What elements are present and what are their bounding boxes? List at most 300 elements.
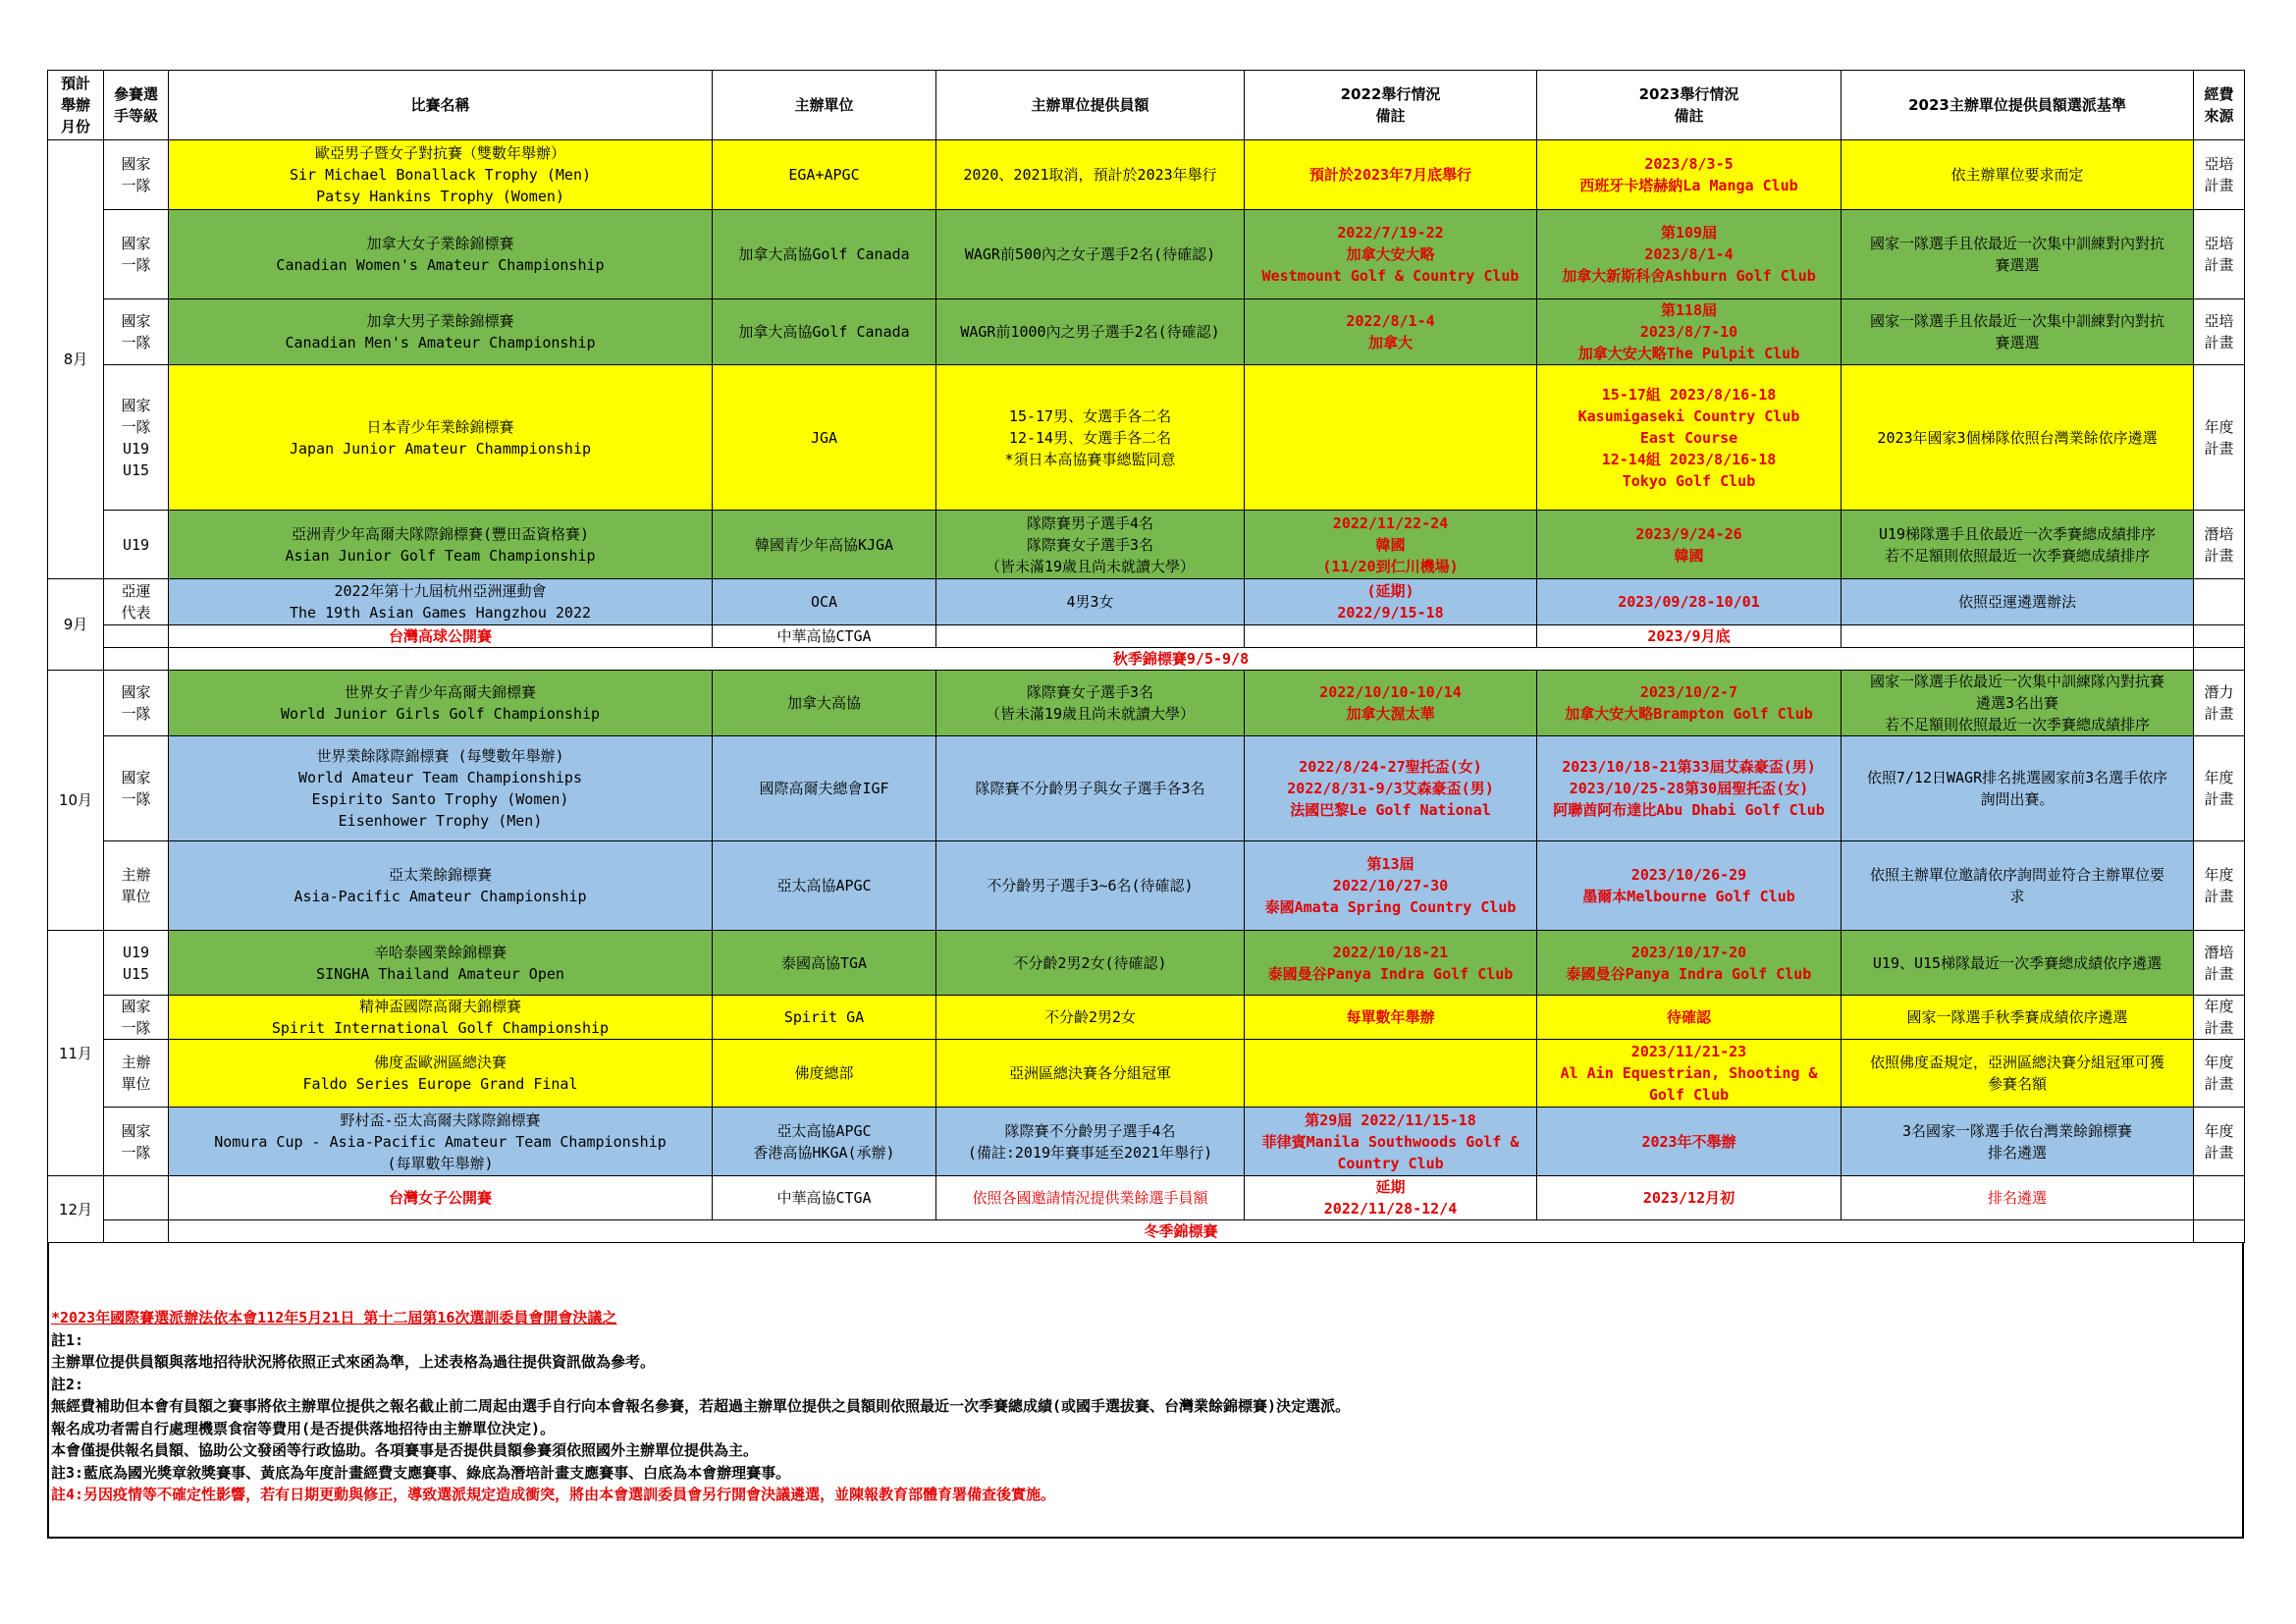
header-2022: 2022舉行情況 備註 bbox=[1245, 71, 1537, 140]
name-cell bbox=[169, 841, 713, 931]
year-2022-cell-line: 2022/10/18-21 bbox=[1332, 943, 1449, 961]
notes-title: *2023年國際賽選派辦法依本會112年5月21日 第十二屆第16次選訓委員會開會決議之 bbox=[51, 1309, 617, 1326]
year-2023-cell-line: Kasumigaseki Country Club bbox=[1577, 406, 1800, 425]
level-cell-line: U19 bbox=[122, 943, 150, 961]
year-2022-cell-line: 延期 bbox=[1375, 1178, 1406, 1196]
host-cell-line: JGA bbox=[810, 428, 838, 447]
criteria-cell-line: 若不足額則依照最近一次季賽總成績排序 bbox=[1884, 546, 2150, 565]
level-cell-line: 一隊 bbox=[121, 256, 151, 274]
winter-banner: 冬季錦標賽 bbox=[169, 1220, 2194, 1243]
name-cell-line: 歐亞男子暨女子對抗賽（雙數年舉辦） bbox=[314, 144, 565, 162]
header-criteria: 2023主辦單位提供員額選派基準 bbox=[1842, 71, 2194, 140]
host-cell-line: Spirit GA bbox=[783, 1008, 865, 1026]
level-cell-line: 國家 bbox=[121, 683, 151, 701]
level-cell-line: 主辦 bbox=[121, 866, 151, 884]
source-cell-line: 年度 bbox=[2204, 998, 2234, 1015]
year-2022-cell-line: 菲律賓Manila Southwoods Golf & bbox=[1261, 1132, 1520, 1151]
name-cell-line: 辛哈泰國業餘錦標賽 bbox=[373, 943, 507, 961]
source-cell bbox=[2194, 1108, 2245, 1176]
year-2023-cell-line: East Course bbox=[1639, 428, 1738, 447]
year-2023-cell-line: 西班牙卡塔赫納La Manga Club bbox=[1579, 177, 1798, 194]
host-cell-line: EGA+APGC bbox=[788, 166, 860, 184]
source-cell-line: 計畫 bbox=[2204, 546, 2234, 565]
level-cell bbox=[104, 365, 169, 511]
host-cell bbox=[713, 841, 936, 931]
criteria-cell bbox=[1842, 841, 2194, 931]
year-2022-cell bbox=[1245, 511, 1537, 579]
level-cell-line: 一隊 bbox=[121, 417, 151, 436]
name-cell-line: (每單數年舉辦) bbox=[387, 1154, 494, 1172]
criteria-cell-line: 依照亞運遴選辦法 bbox=[1957, 593, 2076, 611]
criteria-cell bbox=[1842, 1040, 2194, 1108]
level-cell bbox=[104, 625, 169, 648]
name-cell-line: Canadian Women's Amateur Championship bbox=[276, 256, 605, 274]
source-cell-line: 年度 bbox=[2204, 417, 2234, 436]
name-cell bbox=[169, 931, 713, 996]
year-2023-cell bbox=[1537, 140, 1842, 210]
name-cell-line: Nomura Cup - Asia-Pacific Amateur Team Championship bbox=[214, 1132, 667, 1151]
source-cell-line: 潛力 bbox=[2204, 683, 2234, 701]
year-2022-cell-line: 2022/8/24-27聖托盃(女) bbox=[1299, 758, 1482, 776]
table-row bbox=[48, 841, 2245, 931]
year-2023-cell-line: 阿聯酋阿布達比Abu Dhabi Golf Club bbox=[1553, 801, 1825, 819]
header-row bbox=[48, 71, 2245, 140]
level-cell-line: U15 bbox=[122, 964, 150, 983]
name-cell bbox=[169, 511, 713, 579]
name-cell-line: Japan Junior Amateur Chammpionship bbox=[289, 439, 592, 458]
name-cell bbox=[169, 1108, 713, 1176]
name-cell-line: Patsy Hankins Trophy (Women) bbox=[316, 188, 564, 205]
source-cell bbox=[2194, 736, 2245, 841]
host-cell-line: 佛度總部 bbox=[794, 1064, 854, 1082]
quota-cell bbox=[936, 1108, 1245, 1176]
quota-cell-line: *須日本高協賽事總監同意 bbox=[1004, 450, 1176, 468]
quota-cell bbox=[936, 299, 1245, 365]
host-cell bbox=[713, 579, 936, 625]
quota-cell-line: 不分齡2男2女 bbox=[1043, 1008, 1137, 1026]
year-2023-cell-line: 加拿大新斯科舍Ashburn Golf Club bbox=[1562, 267, 1816, 285]
criteria-cell-line: 2023年國家3個梯隊依照台灣業餘依序遴選 bbox=[1877, 428, 2158, 447]
year-2023-cell-line: 泰國曼谷Panya Indra Golf Club bbox=[1566, 964, 1812, 983]
quota-cell bbox=[936, 671, 1245, 736]
host-cell-line: 國際高爾夫總會IGF bbox=[759, 780, 889, 797]
year-2022-cell-line: 加拿大渥太華 bbox=[1346, 705, 1435, 723]
year-2022-cell-line: Westmount Golf & Country Club bbox=[1261, 267, 1520, 285]
table-row bbox=[48, 210, 2245, 299]
level-cell-line: 國家 bbox=[121, 312, 151, 330]
quota-cell-line: 4男3女 bbox=[1066, 593, 1114, 611]
note-2-text-b: 報名成功者需自行處理機票食宿等費用(是否提供落地招待由主辦單位決定)。 bbox=[51, 1419, 556, 1437]
year-2023-cell bbox=[1537, 511, 1842, 579]
year-2023-cell-line: 2023/09/28-10/01 bbox=[1618, 593, 1760, 611]
criteria-cell-line: 遴選3名出賽 bbox=[1975, 694, 2059, 712]
host-cell-line: OCA bbox=[810, 593, 838, 611]
quota-cell bbox=[936, 625, 1245, 648]
year-2022-cell-line: 加拿大安大略 bbox=[1346, 245, 1435, 263]
table-row bbox=[48, 625, 2245, 648]
name-cell bbox=[169, 996, 713, 1040]
source-cell bbox=[2194, 671, 2245, 736]
year-2023-cell bbox=[1537, 579, 1842, 625]
source-cell bbox=[2194, 625, 2245, 648]
level-cell-line: 一隊 bbox=[121, 1143, 151, 1162]
table-row bbox=[48, 931, 2245, 996]
table-row bbox=[48, 511, 2245, 579]
note-2-label: 註2: bbox=[51, 1375, 84, 1393]
source-cell bbox=[2194, 511, 2245, 579]
name-cell-line: Canadian Men's Amateur Championship bbox=[285, 334, 596, 352]
year-2023-cell bbox=[1537, 931, 1842, 996]
host-cell-line: 加拿大高協 bbox=[786, 694, 861, 712]
year-2022-cell-line: 2022/8/1-4 bbox=[1346, 312, 1435, 330]
year-2023-cell-line: 2023/9/24-26 bbox=[1635, 524, 1742, 543]
year-2023-cell-line: 2023年不舉辦 bbox=[1641, 1132, 1736, 1151]
year-2022-cell bbox=[1245, 299, 1537, 365]
year-2023-cell bbox=[1537, 210, 1842, 299]
source-cell-line: 計畫 bbox=[2204, 964, 2234, 983]
year-2022-cell-line: 韓國 bbox=[1375, 535, 1406, 554]
host-cell bbox=[713, 736, 936, 841]
criteria-cell-line: 依照佛度盃規定，亞洲區總決賽分組冠軍可獲 bbox=[1869, 1054, 2164, 1071]
year-2022-cell-line: 法國巴黎Le Golf National bbox=[1290, 801, 1491, 819]
criteria-cell bbox=[1842, 996, 2194, 1040]
host-cell-line: 韓國青少年高協KJGA bbox=[754, 535, 894, 554]
level-cell-line: 一隊 bbox=[121, 705, 151, 723]
year-2022-cell-line: 泰國曼谷Panya Indra Golf Club bbox=[1267, 964, 1514, 983]
header-month: 預計 舉辦 月份 bbox=[48, 71, 104, 140]
quota-cell bbox=[936, 1040, 1245, 1108]
header-host: 主辦單位 bbox=[713, 71, 936, 140]
name-cell-line: 2022年第十九屆杭州亞洲運動會 bbox=[334, 582, 547, 600]
level-cell bbox=[104, 841, 169, 931]
source-cell bbox=[2194, 1176, 2245, 1220]
source-cell-line: 計畫 bbox=[2204, 705, 2234, 723]
year-2023-cell-line: 2023/8/7-10 bbox=[1639, 323, 1738, 341]
source-cell-line: 計畫 bbox=[2204, 1075, 2234, 1093]
year-2023-cell bbox=[1537, 841, 1842, 931]
name-cell-line: Faldo Series Europe Grand Final bbox=[302, 1075, 578, 1093]
quota-cell-line: 隊際賽不分齡男子與女子選手各3名 bbox=[975, 780, 1205, 797]
host-cell-line: 加拿大高協Golf Canada bbox=[738, 245, 910, 263]
year-2023-cell bbox=[1537, 365, 1842, 511]
quota-cell bbox=[936, 841, 1245, 931]
year-2023-cell-line: 加拿大安大略The Pulpit Club bbox=[1577, 345, 1800, 362]
year-2023-cell-line: 第118屆 bbox=[1660, 301, 1718, 319]
source-cell-line: 年度 bbox=[2204, 866, 2234, 884]
criteria-cell bbox=[1842, 365, 2194, 511]
quota-cell-line: 不分齡男子選手3~6名(待確認) bbox=[987, 877, 1194, 894]
year-2022-cell bbox=[1245, 365, 1537, 511]
year-2022-cell-line: 2022/10/10-10/14 bbox=[1319, 683, 1462, 701]
host-cell-line: 亞太高協APGC bbox=[776, 1121, 872, 1140]
note-2-text-c: 本會僅提供報名員額、協助公文發函等行政協助。各項賽事是否提供員額參賽須依照國外主辦單位提供為主。 bbox=[51, 1441, 759, 1459]
table-row bbox=[48, 671, 2245, 736]
year-2022-cell bbox=[1245, 625, 1537, 648]
name-cell bbox=[169, 671, 713, 736]
criteria-cell bbox=[1842, 140, 2194, 210]
quota-cell-line: （皆未滿19歲且尚未就讀大學） bbox=[985, 705, 1196, 723]
year-2022-cell bbox=[1245, 736, 1537, 841]
criteria-cell: 排名遴選 bbox=[1842, 1176, 2194, 1220]
month-cell: 10月 bbox=[48, 671, 104, 931]
year-2022-cell-line: 2022/8/31-9/3艾森豪盃(男) bbox=[1287, 780, 1494, 797]
host-cell bbox=[713, 210, 936, 299]
year-2023-cell bbox=[1537, 299, 1842, 365]
year-2022-cell bbox=[1245, 996, 1537, 1040]
host-cell bbox=[713, 511, 936, 579]
criteria-cell-line: 賽選選 bbox=[1995, 334, 2040, 352]
criteria-cell-line: 參賽名額 bbox=[1987, 1075, 2047, 1093]
source-cell-line: 計畫 bbox=[2204, 888, 2234, 905]
year-2022-cell bbox=[1245, 1176, 1537, 1220]
year-2023-cell bbox=[1537, 1040, 1842, 1108]
name-cell-line: Eisenhower Trophy (Men) bbox=[338, 812, 543, 830]
year-2023-cell-line: 待確認 bbox=[1666, 1008, 1711, 1026]
level-cell bbox=[104, 1220, 169, 1243]
quota-cell bbox=[936, 140, 1245, 210]
source-cell-line: 計畫 bbox=[2204, 1143, 2234, 1162]
criteria-cell-line: U19、U15梯隊最近一次季賽總成績依序遴選 bbox=[1872, 953, 2163, 972]
month-cell: 8月 bbox=[48, 140, 104, 579]
note-1-text: 主辦單位提供員額與落地招待狀況將依照正式來函為準，上述表格為過往提供資訊做為參考。 bbox=[51, 1353, 656, 1371]
month-cell: 11月 bbox=[48, 931, 104, 1176]
source-cell bbox=[2194, 210, 2245, 299]
year-2023-cell: 2023/12月初 bbox=[1537, 1176, 1842, 1220]
name-cell bbox=[169, 736, 713, 841]
host-cell bbox=[713, 1040, 936, 1108]
year-2022-cell-line: 2022/11/28-12/4 bbox=[1323, 1200, 1458, 1218]
level-cell-line: 代表 bbox=[121, 604, 151, 622]
level-cell bbox=[104, 1040, 169, 1108]
table-row bbox=[48, 1108, 2245, 1176]
name-cell: 台灣女子公開賽 bbox=[169, 1176, 713, 1220]
year-2023-cell bbox=[1537, 736, 1842, 841]
year-2022-cell bbox=[1245, 931, 1537, 996]
source-cell-line: 計畫 bbox=[2204, 177, 2234, 194]
criteria-cell-line: 賽選選 bbox=[1995, 256, 2040, 274]
source-cell bbox=[2194, 996, 2245, 1040]
year-2023-cell-line: 2023/10/18-21第33屆艾森豪盃(男) bbox=[1562, 758, 1816, 776]
name-cell-line: 加拿大男子業餘錦標賽 bbox=[366, 312, 514, 330]
quota-cell-line: （皆未滿19歲且尚未就讀大學） bbox=[985, 557, 1196, 575]
criteria-cell-line: 國家一隊選手依最近一次集中訓練隊內對抗賽 bbox=[1869, 673, 2164, 690]
source-cell bbox=[2194, 579, 2245, 625]
criteria-cell bbox=[1842, 579, 2194, 625]
source-cell-line: 計畫 bbox=[2204, 1019, 2234, 1037]
host-cell bbox=[713, 931, 936, 996]
level-cell-line: 一隊 bbox=[121, 177, 151, 194]
criteria-cell-line: 國家一隊選手且依最近一次集中訓練對內對抗 bbox=[1869, 235, 2164, 252]
year-2023-cell bbox=[1537, 671, 1842, 736]
level-cell-line: 一隊 bbox=[121, 790, 151, 808]
name-cell-line: World Amateur Team Championships bbox=[298, 769, 582, 786]
quota-cell bbox=[936, 736, 1245, 841]
header-name: 比賽名稱 bbox=[169, 71, 713, 140]
level-cell-line: 國家 bbox=[121, 396, 151, 414]
level-cell-line: U19 bbox=[122, 535, 150, 554]
table-row bbox=[48, 1176, 2245, 1220]
quota-cell bbox=[936, 210, 1245, 299]
table-row bbox=[48, 648, 2245, 671]
criteria-cell bbox=[1842, 931, 2194, 996]
header-source: 經費 來源 bbox=[2194, 71, 2245, 140]
criteria-cell bbox=[1842, 736, 2194, 841]
note-1-label: 註1: bbox=[51, 1330, 84, 1349]
name-cell-line: Spirit International Golf Championship bbox=[271, 1019, 610, 1037]
table-row bbox=[48, 140, 2245, 210]
year-2022-cell-line: 加拿大 bbox=[1367, 334, 1413, 352]
level-cell-line: 亞運 bbox=[121, 582, 151, 600]
table-row bbox=[48, 299, 2245, 365]
host-cell bbox=[713, 299, 936, 365]
criteria-cell bbox=[1842, 511, 2194, 579]
name-cell: 台灣高球公開賽 bbox=[169, 625, 713, 648]
source-cell-line: 亞培 bbox=[2204, 155, 2234, 173]
month-cell: 12月 bbox=[48, 1176, 104, 1243]
quota-cell-line: (備註:2019年賽事延至2021年舉行) bbox=[967, 1143, 1213, 1162]
name-cell-line: 亞洲青少年高爾夫隊際錦標賽(豐田盃資格賽) bbox=[291, 524, 590, 543]
table-row bbox=[48, 736, 2245, 841]
table-row bbox=[48, 1040, 2245, 1108]
year-2022-cell-line: 泰國Amata Spring Country Club bbox=[1264, 898, 1517, 916]
year-2022-cell bbox=[1245, 841, 1537, 931]
year-2022-cell bbox=[1245, 579, 1537, 625]
level-cell bbox=[104, 671, 169, 736]
quota-cell-line: 2020、2021取消，預計於2023年舉行 bbox=[963, 166, 1217, 184]
source-cell-line: 年度 bbox=[2204, 1054, 2234, 1071]
table-row bbox=[48, 579, 2245, 625]
level-cell-line: 一隊 bbox=[121, 1019, 151, 1037]
name-cell bbox=[169, 365, 713, 511]
criteria-cell bbox=[1842, 210, 2194, 299]
host-cell bbox=[713, 996, 936, 1040]
level-cell-line: U19 bbox=[122, 439, 150, 458]
level-cell-line: U15 bbox=[122, 460, 150, 479]
year-2023-cell-line: 2023/10/2-7 bbox=[1639, 683, 1738, 701]
year-2023-cell-line: 墨爾本Melbourne Golf Club bbox=[1582, 888, 1795, 905]
source-cell bbox=[2194, 1040, 2245, 1108]
criteria-cell-line: 求 bbox=[2009, 888, 2025, 905]
criteria-cell-line: 依照主辦單位邀請依序詢問並符合主辦單位要 bbox=[1869, 866, 2164, 884]
criteria-cell bbox=[1842, 625, 2194, 648]
level-cell bbox=[104, 299, 169, 365]
year-2022-cell bbox=[1245, 140, 1537, 210]
level-cell bbox=[104, 736, 169, 841]
quota-cell-line: 隊際賽男子選手4名 bbox=[1026, 514, 1154, 532]
criteria-cell-line: 若不足額則依照最近一次季賽總成績排序 bbox=[1884, 716, 2150, 733]
name-cell-line: 精神盃國際高爾夫錦標賽 bbox=[358, 998, 521, 1015]
name-cell-line: Espirito Santo Trophy (Women) bbox=[311, 790, 569, 808]
year-2023-cell-line: 2023/8/3-5 bbox=[1644, 155, 1734, 173]
year-2022-cell-line: 2022/11/22-24 bbox=[1332, 514, 1449, 532]
source-cell-line: 計畫 bbox=[2204, 790, 2234, 808]
source-cell-line: 年度 bbox=[2204, 769, 2234, 786]
name-cell-line: 亞太業餘錦標賽 bbox=[388, 866, 492, 884]
year-2023-cell-line: 2023/11/21-23 bbox=[1630, 1043, 1747, 1060]
year-2022-cell-line: 預計於2023年7月底舉行 bbox=[1308, 166, 1472, 184]
year-2023-cell-line: 2023/10/17-20 bbox=[1630, 943, 1747, 961]
name-cell-line: Asia-Pacific Amateur Championship bbox=[294, 888, 587, 905]
autumn-banner: 秋季錦標賽9/5-9/8 bbox=[169, 648, 2194, 671]
criteria-cell bbox=[1842, 299, 2194, 365]
source-cell bbox=[2194, 299, 2245, 365]
quota-cell-line: WAGR前1000內之男子選手2名(待確認) bbox=[960, 323, 1220, 341]
year-2023-cell-line: 15-17組 2023/8/16-18 bbox=[1601, 385, 1777, 404]
host-cell: 中華高協CTGA bbox=[713, 625, 936, 648]
source-cell bbox=[2194, 1220, 2245, 1243]
level-cell bbox=[104, 579, 169, 625]
level-cell bbox=[104, 1108, 169, 1176]
year-2022-cell bbox=[1245, 210, 1537, 299]
year-2023-cell-line: Golf Club bbox=[1648, 1086, 1730, 1104]
level-cell-line: 國家 bbox=[121, 155, 151, 173]
quota-cell-line: 亞洲區總決賽各分組冠軍 bbox=[1008, 1064, 1171, 1082]
level-cell bbox=[104, 1176, 169, 1220]
host-cell-line: 泰國高協TGA bbox=[780, 953, 868, 972]
month-cell: 9月 bbox=[48, 579, 104, 671]
level-cell-line: 國家 bbox=[121, 769, 151, 786]
name-cell-line: 世界女子青少年高爾夫錦標賽 bbox=[344, 683, 536, 701]
name-cell bbox=[169, 210, 713, 299]
level-cell bbox=[104, 996, 169, 1040]
host-cell bbox=[713, 671, 936, 736]
name-cell-line: Asian Junior Golf Team Championship bbox=[285, 546, 596, 565]
name-cell-line: 加拿大女子業餘錦標賽 bbox=[366, 235, 514, 252]
criteria-cell-line: 依照7/12日WAGR排名挑選國家前3名選手依序 bbox=[1866, 769, 2168, 786]
name-cell bbox=[169, 579, 713, 625]
quota-cell bbox=[936, 365, 1245, 511]
criteria-cell bbox=[1842, 671, 2194, 736]
note-2-text-a: 無經費補助但本會有員額之賽事將依主辦單位提供之報名截止前二周起由選手自行向本會報名參賽，若超過主辦單位提供之員額則依照最近一次季賽總成績(或國手選拔賽、台灣業餘錦標賽)決定選派。 bbox=[51, 1397, 1351, 1415]
source-cell bbox=[2194, 140, 2245, 210]
table-row bbox=[48, 1220, 2245, 1243]
header-level: 參賽選 手等級 bbox=[104, 71, 169, 140]
competition-table bbox=[47, 70, 2245, 1243]
name-cell-line: 野村盃-亞太高爾夫隊際錦標賽 bbox=[340, 1110, 541, 1129]
host-cell-line: 亞太高協APGC bbox=[776, 877, 872, 894]
name-cell bbox=[169, 140, 713, 210]
table-row bbox=[48, 996, 2245, 1040]
year-2023-cell-line: Tokyo Golf Club bbox=[1622, 471, 1756, 490]
year-2023-cell-line: 2023/8/1-4 bbox=[1644, 245, 1734, 263]
quota-cell-line: 不分齡2男2女(待確認) bbox=[1013, 953, 1167, 972]
year-2022-cell-line: 每單數年舉辦 bbox=[1346, 1008, 1435, 1026]
name-cell-line: 日本青少年業餘錦標賽 bbox=[366, 417, 514, 436]
host-cell bbox=[713, 140, 936, 210]
host-cell-line: 加拿大高協Golf Canada bbox=[738, 323, 910, 341]
year-2022-cell-line: (11/20到仁川機場) bbox=[1322, 557, 1459, 575]
quota-cell-line: 15-17男、女選手各二名 bbox=[1008, 406, 1172, 425]
criteria-cell bbox=[1842, 1108, 2194, 1176]
criteria-cell-line: 排名遴選 bbox=[1987, 1143, 2047, 1162]
year-2022-cell-line: Country Club bbox=[1337, 1154, 1444, 1172]
level-cell bbox=[104, 511, 169, 579]
level-cell-line: 國家 bbox=[121, 235, 151, 252]
note-3-text: 註3:藍底為國光獎章敘獎賽事、黃底為年度計畫經費支應賽事、綠底為潛培計畫支應賽事、白底為本會辦理賽事。 bbox=[51, 1463, 791, 1482]
quota-cell: 依照各國邀請情況提供業餘選手員額 bbox=[936, 1176, 1245, 1220]
source-cell-line: 亞培 bbox=[2204, 235, 2234, 252]
name-cell bbox=[169, 1040, 713, 1108]
criteria-cell-line: 國家一隊選手秋季賽成績依序遴選 bbox=[1906, 1008, 2128, 1026]
note-4-text: 註4:另因疫情等不確定性影響，若有日期更動與修正，導致選派規定造成衝突，將由本會選訓委員會另行開會決議遴選，並陳報教育部體育署備查後實施。 bbox=[51, 1486, 1056, 1503]
quota-cell-line: 隊際賽女子選手3名 bbox=[1026, 535, 1154, 554]
name-cell-line: 佛度盃歐洲區總決賽 bbox=[373, 1054, 507, 1071]
criteria-cell-line: 依主辦單位要求而定 bbox=[1950, 166, 2084, 184]
year-2022-cell-line: 第29屆 2022/11/15-18 bbox=[1305, 1110, 1476, 1129]
source-cell-line: 潛培 bbox=[2204, 943, 2234, 961]
level-cell-line: 國家 bbox=[121, 998, 151, 1015]
name-cell-line: The 19th Asian Games Hangzhou 2022 bbox=[289, 604, 592, 622]
